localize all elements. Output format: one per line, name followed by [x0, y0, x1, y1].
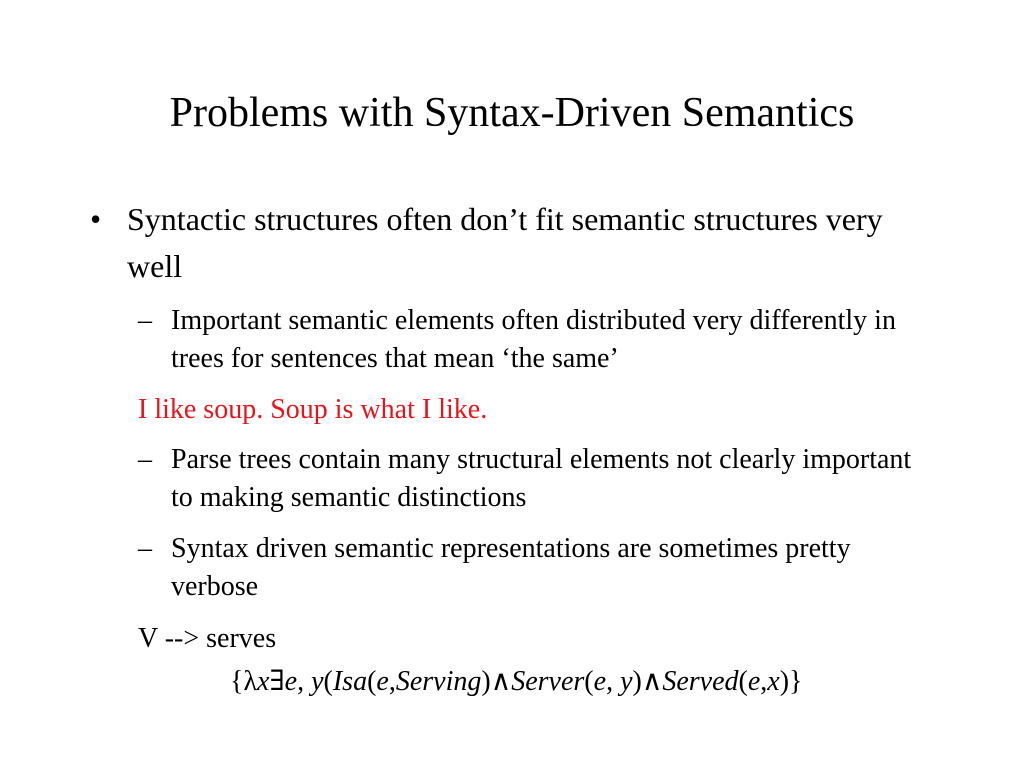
sub-item — [138, 530, 938, 606]
sub-item-marker: – — [138, 533, 152, 564]
slide-title: Problems with Syntax-Driven Semantics — [169, 90, 855, 136]
sub-item — [138, 302, 938, 378]
sub-item-text: Parse trees contain many structural elements not clearly important to making semantic distinctions — [171, 444, 912, 513]
semantic-formula: {λx∃e, y(Isa(e,Serving)∧Server(e, y)∧Served(e,x)} — [230, 666, 803, 697]
bullet-marker: • — [90, 201, 102, 237]
sub-item-text: Syntax driven semantic representations are sometimes pretty verbose — [171, 533, 851, 602]
sub-item-marker: – — [138, 305, 152, 336]
bullet-item — [90, 196, 910, 290]
example-sentences: I like soup. Soup is what I like. — [138, 394, 488, 425]
sub-item-text: Important semantic elements often distributed very differently in trees for sentences that mean ‘the same’ — [171, 305, 896, 374]
bullet-text: Syntactic structures often don’t fit semantic structures very well — [127, 201, 883, 284]
grammar-rule: V --> serves — [138, 623, 277, 654]
sub-item — [138, 441, 938, 517]
sub-item-marker: – — [138, 444, 152, 475]
